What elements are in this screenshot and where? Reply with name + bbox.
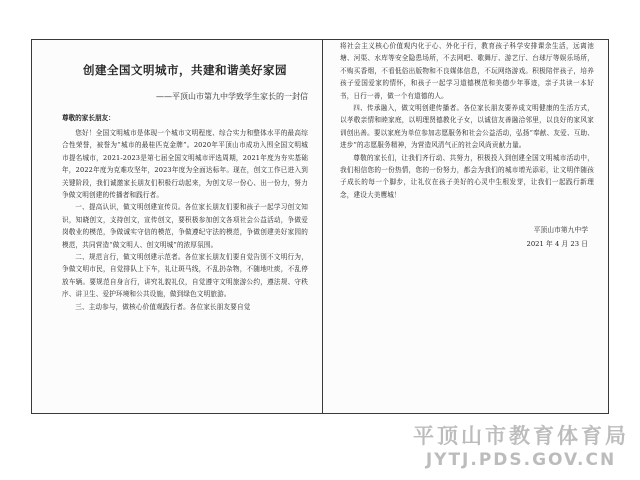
watermark-org: 平顶山市教育体育局 — [413, 424, 629, 448]
letter-left-column — [32, 40, 323, 413]
signature-block — [340, 223, 594, 251]
signature-school: 平顶山市第九中学 — [533, 226, 588, 235]
paragraph-intro: 您好！全国文明城市是体现一个城市文明程度、综合实力和整体水平的最高综合性荣誉，被誉为“城市的最桂匹克金牌”。2020年平顶山市成功入围全国文明城市提名城市，2021-2023是第七届全国文明城市评选周期，2021年度为夯实基础年，2022年度为克难攻坚年，2023年度为全面达标年。现在，创文工作已进入到关键阶段，我们诚邀家长朋友们积极行动起来，为创文尽一份心、出一份力，努力争做文明创建的传播者和践行者。 — [62, 129, 308, 200]
paragraph-point-4: 四、传承融入，做文明创建传播者。各位家长朋友要养成文明健康的生活方式，以孝敬亲情和睦家庭，以明理贤德教化子女，以诚信友善融洽邻里，以良好的家风家训创出善。要以家庭为单位参加志愿服务和社会公益活动，弘扬“奉献、友爱、互助、进步”的志愿服务精神，为营造风清气正的社会风尚贡献力量。 — [340, 104, 594, 150]
letter-subtitle: ——平顶山市第九中学致学生家长的一封信 — [156, 92, 308, 101]
letter-title: 创建全国文明城市，共建和谐美好家园 — [83, 63, 287, 77]
watermark-url: JYTJ.PDS.GOV.CN — [425, 450, 617, 470]
letter-salutation: 尊敬的家长朋友： — [62, 114, 115, 122]
paragraph-point-3: 三、主动参与，做核心价值观践行者。各位家长朋友要自觉 — [75, 302, 251, 311]
paragraph-point-2: 二、规范言行，做文明创建示范者。各位家长朋友们要自觉告别不文明行为，争做文明市民，自觉排队上下车，礼让斑马线，不乱扔杂物，不随地吐痰，不乱停放车辆。要规范自身言行，讲究礼貌礼仪，自觉遵守文明旅游公约，遵法规、守秩序、讲卫生、爱护环境和公共设施，做到绿色文明旅游。 — [62, 253, 308, 299]
paragraph-closing: 尊敬的家长们，让我们齐行动、共努力，积极投入到创建全国文明城市活动中，我们相信您的一份热情，您的一份努力，都会为我们的城市增光添彩，让文明伴随孩子成长的每一个脚步，让礼仪在孩子美好的心灵中生根发芽，让我们一起践行新理念，建设大美鹰城！ — [340, 153, 594, 199]
paragraph-point-3-continued: 将社会主义核心价值观内化于心、外化于行，教育孩子科学安排课余生活，远离池塘、河渠、水库等安全隐患场所，不去网吧、歌舞厅、游艺厅、台球厅等娱乐场所，不购买香烟，不看低俗出版物和不良媒体信息，不玩网络游戏。积极陪伴孩子，培养孩子爱国爱家的情怀，和孩子一起学习道德模范和美德少年事迹，亲子共读一本好书，日行一善，做一个有道德的人。 — [340, 42, 594, 100]
letter-page — [31, 39, 609, 414]
watermark — [410, 420, 632, 470]
paragraph-point-1: 一、提高认识，做文明创建宣传员。各位家长朋友们要和孩子一起学习创文知识，知晓创文，支持创文，宣传创文，要积极参加创文各项社会公益活动，争做爱岗敬业的模范，争做诚实守信的模范，争做遵纪守法的模范，争做创建美好家园的模范，共同营造“做文明人、创文明城”的浓厚氛围。 — [62, 203, 308, 249]
signature-date: 2021 年 4 月 23 日 — [526, 240, 588, 249]
letter-right-column — [322, 40, 608, 413]
